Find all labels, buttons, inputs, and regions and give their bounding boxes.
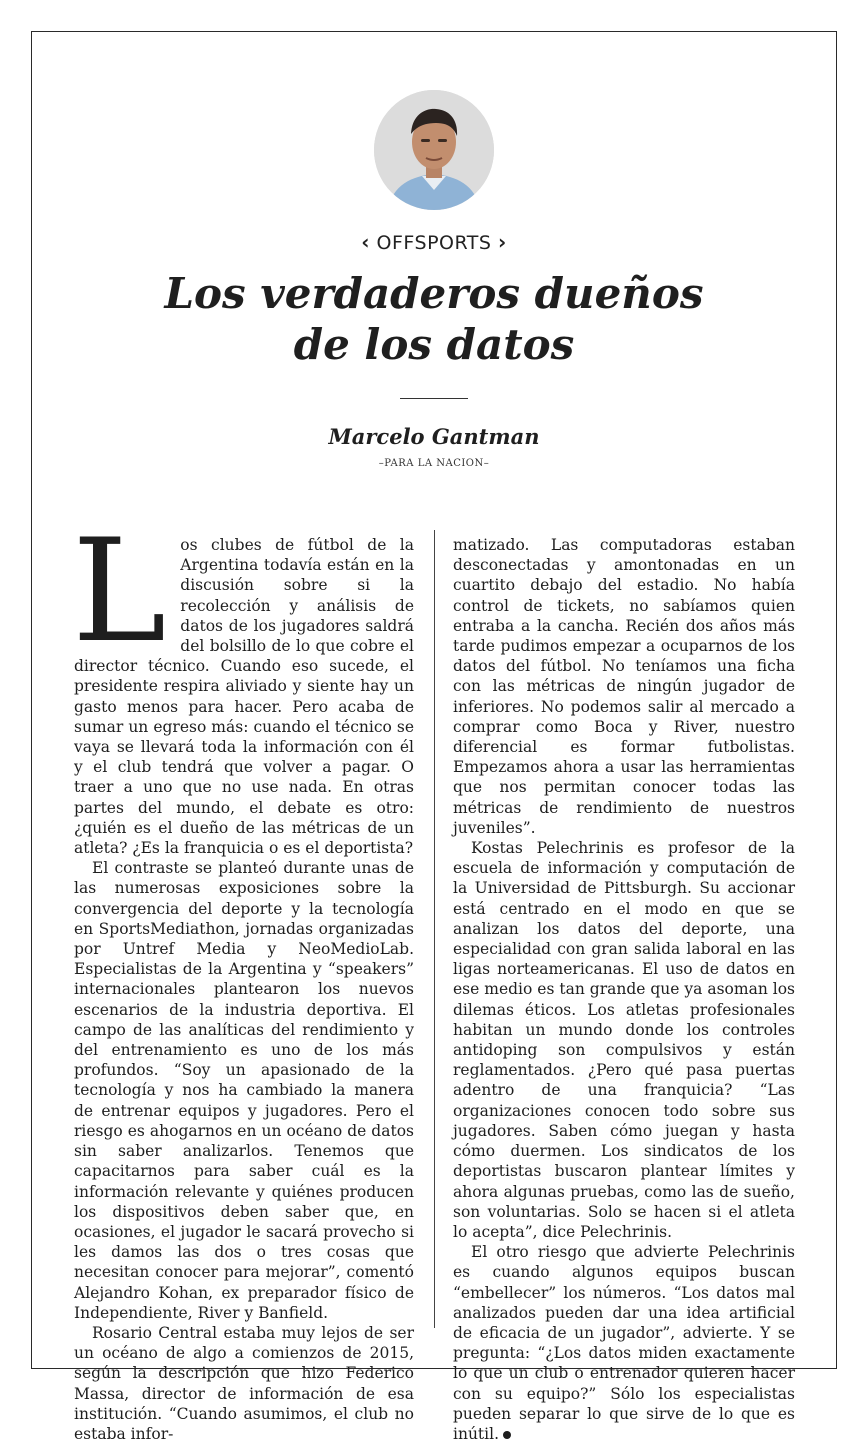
article-title [0, 268, 868, 370]
paragraph: matizado. Las computadoras estaban desconectadas y amontonadas en un cuartito debajo del estadio. No había control de tickets, no sabíamos quien entraba a la cancha. Recién dos años más tarde pudimos empezar a ocuparnos de los datos del fútbol. No teníamos una ficha con las métricas de ningún jugador de inferiores. No podemos salir al mercado a comprar como Boca y River, nuestro diferencial es formar futbolistas. Empezamos ahora a usar las herramientas que nos permitan conocer todas las métricas de rendimiento de nuestros juveniles”. [453, 536, 795, 837]
paragraph-text: El otro riesgo que advierte Pelechrinis es cuando algunos equipos buscan “embellecer” los números. “Los datos mal analizados pueden dar una idea artificial de eficacia de un jugador”, advierte. Y se pregunta: “¿Los datos miden exactamente lo que un club o entrenador quieren hacer con su equipo?” Sólo los especialistas pueden separar lo que sirve de lo que es inútil. [453, 1243, 795, 1443]
paragraph: os clubes de fútbol de la Argentina todavía están en la discusión sobre si la recolección y análisis de datos de los jugadores saldrá del bolsillo de lo que cobre el director técnico. Cuando eso sucede, el presidente respira aliviado y siente hay un gasto menos para hacer. Pero acaba de sumar un egreso más: cuando el técnico se vaya se llevará toda la información con él y el club tendrá que volver a pagar. O traer a uno que no use nada. En otras partes del mundo, el debate es otro: ¿quién es el dueño de las métricas de un atleta? ¿Es la franquicia o es el deportista? [74, 536, 414, 858]
author-avatar [374, 90, 494, 210]
paragraph: El contraste se planteó durante unas de las numerosas exposiciones sobre la convergencia del deporte y la tecnología en SportsMediathon, jornadas organizadas por Untref Media y NeoMedioLab. Especialistas de la Argentina y “speakers” internacionales plantearon los nuevos escenarios de la industria deportiva. El campo de las analíticas del rendimiento y del entrenamiento es uno de los más profundos. “Soy un apasionado de la tecnología y nos ha cambiado la manera de entrenar equipos y jugadores. Pero el riesgo es ahogarnos en un océano de datos sin saber analizarlos. Tenemos que capacitarnos para saber cuál es la información relevante y quiénes producen los dispositivos deben saber que, en ocasiones, el jugador le sacará provecho si les damos las dos o tres cosas que necesitan conocer para mejorar”, comentó Alejandro Kohan, ex preparador físico de Independiente, River y Banfield. [74, 859, 414, 1322]
section-label: OFFSPORTS [376, 232, 492, 254]
section-header [0, 230, 868, 254]
author-credit: –PARA LA NACION– [378, 458, 490, 469]
title-divider [400, 398, 468, 399]
author-name: Marcelo Gantman [328, 424, 540, 449]
chevron-right-icon: › [498, 230, 507, 254]
title-line-1: Los verdaderos dueños [164, 269, 704, 318]
column-right [453, 535, 795, 1444]
column-left [72, 509, 414, 1444]
paragraph [453, 1242, 795, 1444]
chevron-left-icon: ‹ [361, 230, 370, 254]
end-of-article-dot-icon [503, 1431, 511, 1439]
paragraph: Rosario Central estaba muy lejos de ser un océano de algo a comienzos de 2015, según la descripción que hizo Federico Massa, director de información de esa institución. “Cuando asumimos, el club no estaba infor- [74, 1323, 414, 1443]
paragraph: Kostas Pelechrinis es profesor de la escuela de información y computación de la Universidad de Pittsburgh. Su accionar está centrado en el modo en que se analizan los datos del deporte, una especialidad con gran salida laboral en las ligas norteamericanas. El uso de datos en ese medio es tan grande que ya asoman los dilemas éticos. Los atletas profesionales habitan un mundo donde los controles antidoping son compulsivos y están reglamentados. ¿Pero qué pasa puertas adentro de una franquicia? “Las organizaciones conocen todo sobre sus jugadores. Saben cómo juegan y hasta cómo duermen. Los sindicatos de los deportistas buscaron plantear límites y ahora algunas pruebas, como las de sueño, son voluntarias. Solo se hacen si el atleta lo acepta”, dice Pelechrinis. [453, 839, 795, 1241]
author-photo-icon [374, 90, 494, 210]
drop-cap: L [72, 509, 167, 674]
column-divider [434, 530, 435, 1328]
title-line-2: de los datos [293, 320, 575, 369]
